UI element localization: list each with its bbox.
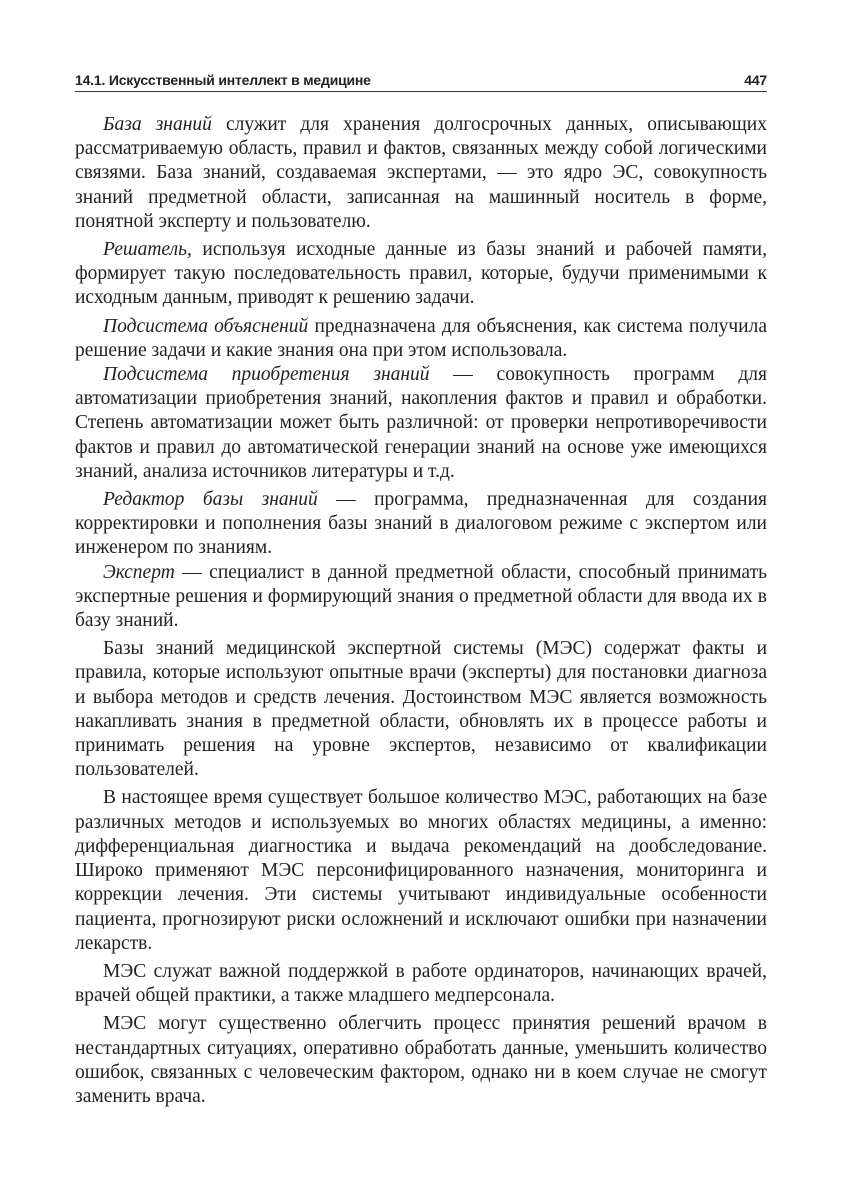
term: Редактор базы знаний: [103, 489, 318, 511]
paragraph-knowledge-acquisition: [75, 363, 767, 484]
section-title: 14.1. Искусственный интеллект в медицине: [75, 72, 371, 88]
body-text: [75, 113, 767, 1109]
paragraph-text: — программа, предназначенная для создания корректировки и пополнения базы знаний в диалоговом режиме с экспертом или инженером по знаниям.: [75, 489, 768, 559]
running-header: [75, 72, 767, 92]
term: Эксперт: [103, 561, 175, 583]
paragraph-mes-support: [75, 960, 767, 1008]
paragraph-text: МЭС могут существенно облегчить процесс принятия решений врачом в нестандартных ситуациях, оперативно обработать данные, уменьшить количество ошибок, связанных с человеческим фактором, однако ни в коем случае не смогут заменить врача.: [75, 1013, 767, 1107]
paragraph-text: — специалист в данной предметной области, способный принимать экспертные решения и формирующий знания о предметной области для ввода их в базу знаний.: [75, 561, 767, 632]
page-number: 447: [744, 72, 767, 88]
paragraph-text: , используя исходные данные из базы знаний и рабочей памяти, формирует такую последовательность правил, которые, будучи применимыми к исходным данным, приводят к решению задачи.: [75, 239, 767, 309]
paragraph-expert: [75, 561, 767, 634]
term: Подсистема приобретения знаний: [103, 364, 430, 386]
term: Подсистема объяснений: [103, 315, 309, 337]
paragraph-text: В настоящее время существует большое количество МЭС, работающих на базе различных методов и используемых во многих областях медицины, а именно: дифференциальная диагностика и выдача рекомендаций на дообследование. Широко применяют МЭС персонифицированного назначения, мониторинга и коррекции лечения. Эти системы учитывают индивидуальные особенности пациента, прогнозируют риски осложнений и исключают ошибки при назначении лекарств.: [75, 787, 767, 954]
paragraph-kb-editor: [75, 488, 767, 561]
paragraph-knowledge-base: [75, 113, 767, 234]
paragraph-text: Базы знаний медицинской экспертной системы (МЭС) содержат факты и правила, которые используют опытные врачи (эксперты) для постановки диагноза и выбора методов и средств лечения. Достоинством МЭС является возможность накапливать знания в предметной области, обновлять их в процессе работы и принимать решения на уровне экспертов, независимо от квалификации пользователей.: [75, 638, 767, 781]
paragraph-text: предназначена для объяснения, как система получила решение задачи и какие знания она при этом использовала.: [75, 315, 767, 361]
paragraph-text: служит для хранения долгосрочных данных, описывающих рассматриваемую область, правил и фактов, связанных между собой логическими связями. База знаний, создаваемая экспертами, — это ядро ЭС, совокупность знаний предметной области, записанная на машинный носитель в форме, понятной эксперту и пользователю.: [75, 114, 767, 232]
paragraph-explanation-subsystem: [75, 315, 767, 363]
term: База знаний: [103, 114, 212, 135]
paragraph-solver: [75, 238, 767, 311]
term: Решатель: [103, 239, 187, 261]
paragraph-text: — совокупность программ для автоматизации приобретения знаний, накопления фактов и правил и обработки. Степень автоматизации может быть различной: от проверки непротиворечивости фактов и правил до автоматической генерации знаний на основе уже имеющихся знаний, анализа источников литературы и т.д.: [75, 364, 768, 482]
paragraph-text: МЭС служат важной поддержкой в работе ординаторов, начинающих врачей, врачей общей практики, а также младшего медперсонала.: [75, 960, 767, 1007]
paragraph-mes-current: [75, 786, 767, 955]
paragraph-mes-decisions: [75, 1012, 767, 1109]
paragraph-mes-knowledge: [75, 637, 767, 782]
